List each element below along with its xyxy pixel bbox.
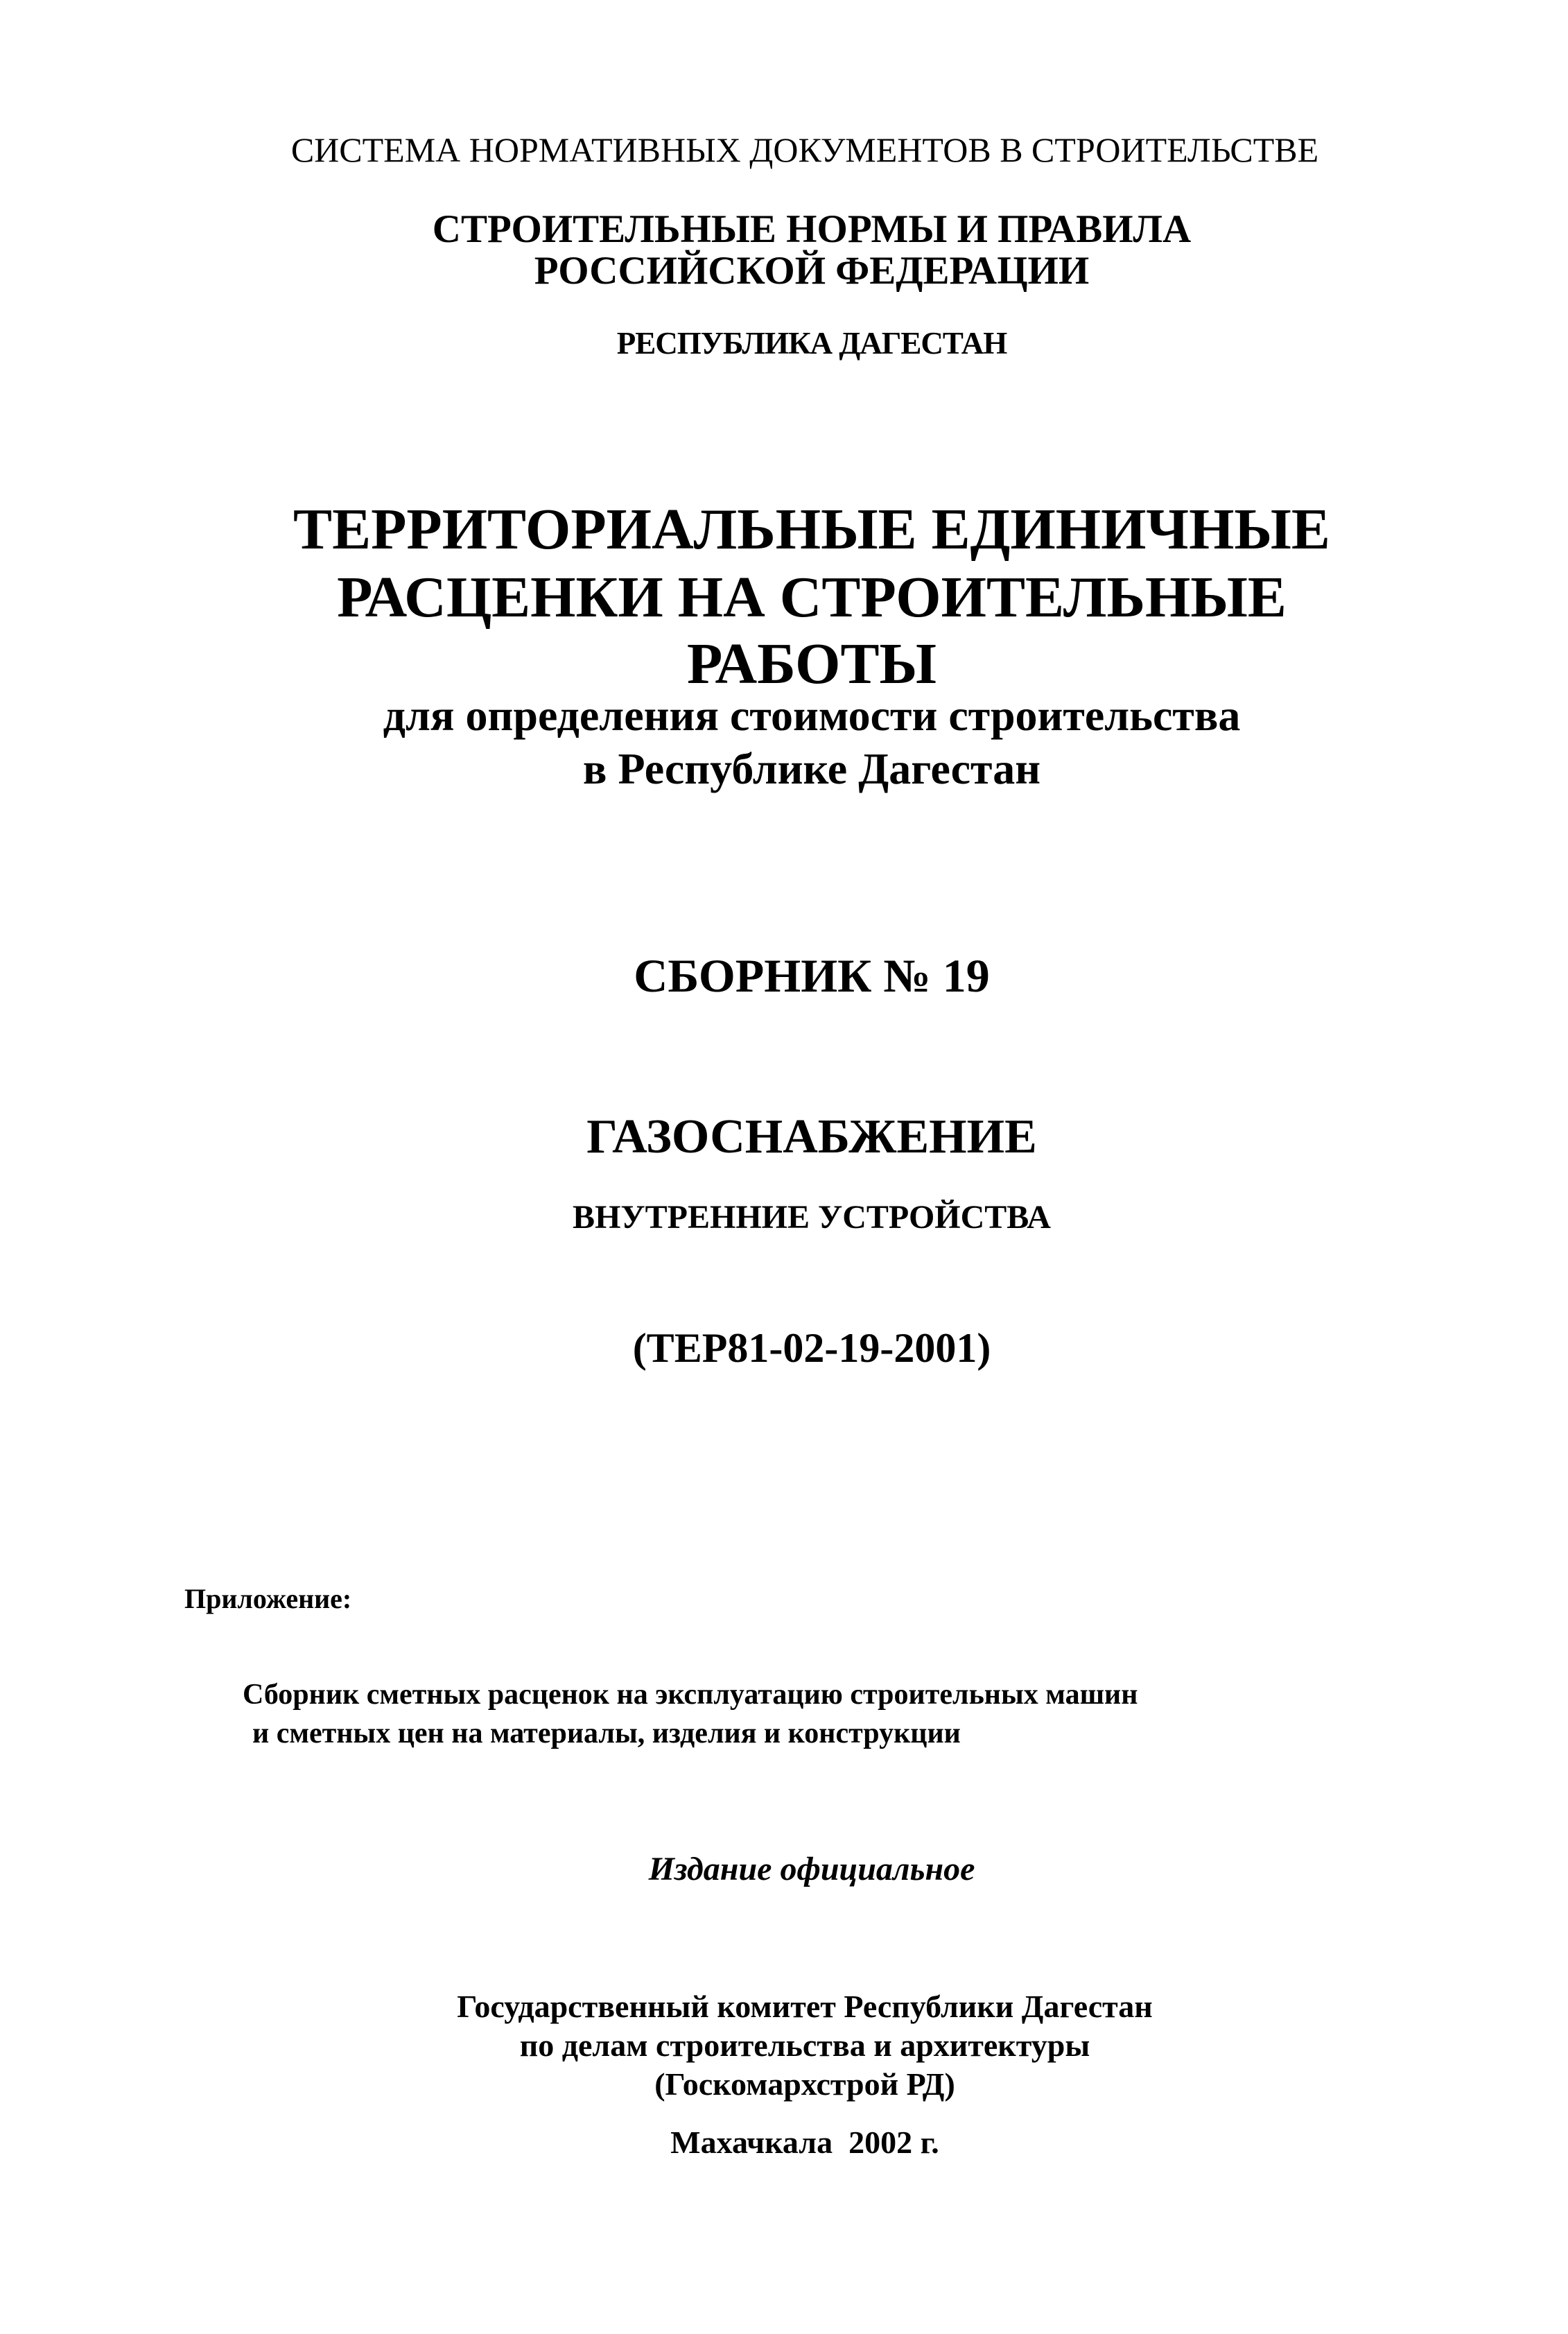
collection-subname: ВНУТРЕННИЕ УСТРОЙСТВА [573, 1199, 1051, 1236]
appendix-line1: Сборник сметных расценок на эксплуатацию строительных машин [243, 1679, 1138, 1711]
document-title-line1: ТЕРРИТОРИАЛЬНЫЕ ЕДИНИЧНЫЕ [293, 497, 1330, 562]
publisher-line3: (Госкомархстрой РД) [654, 2066, 955, 2102]
edition-note: Издание официальное [648, 1851, 975, 1887]
collection-number: СБОРНИК № 19 [634, 949, 990, 1002]
document-code: (ТЕР81-02-19-2001) [632, 1325, 991, 1371]
document-subtitle-line1: для определения стоимости строительства [383, 691, 1241, 740]
place-year: Махачкала 2002 г. [670, 2125, 939, 2160]
norms-heading-line1: СТРОИТЕЛЬНЫЕ НОРМЫ И ПРАВИЛА [432, 207, 1192, 251]
document-title-line2: РАСЦЕНКИ НА СТРОИТЕЛЬНЫЕ [337, 565, 1287, 630]
document-title-line3: РАБОТЫ [686, 632, 937, 696]
republic-heading: РЕСПУБЛИКА ДАГЕСТАН [616, 326, 1007, 361]
appendix-line2: и сметных цен на материалы, изделия и конструкции [252, 1718, 961, 1749]
collection-name: ГАЗОСНАБЖЕНИЕ [586, 1110, 1037, 1164]
appendix-label: Приложение: [184, 1583, 352, 1614]
document-subtitle-line2: в Республике Дагестан [582, 744, 1041, 793]
system-heading: СИСТЕМА НОРМАТИВНЫХ ДОКУМЕНТОВ В СТРОИТЕЛЬСТВЕ [290, 130, 1319, 169]
publisher-line2: по делам строительства и архитектуры [519, 2028, 1090, 2063]
publisher-line1: Государственный комитет Республики Дагестан [457, 1989, 1153, 2024]
norms-heading-line2: РОССИЙСКОЙ ФЕДЕРАЦИИ [534, 249, 1090, 293]
